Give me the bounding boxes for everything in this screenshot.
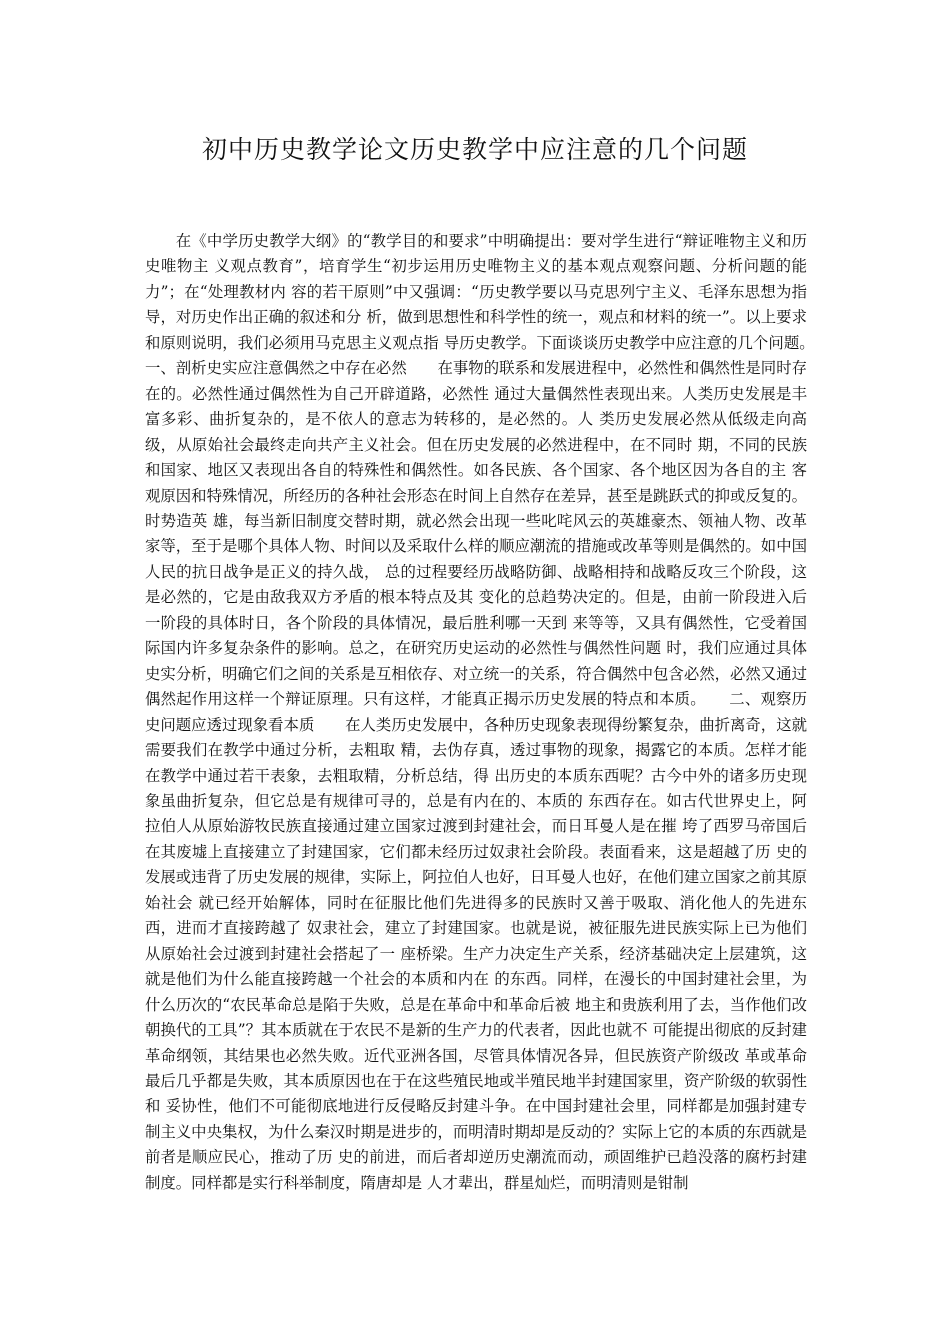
- document-body-paragraph: 在《中学历史教学大纲》的“教学目的和要求”中明确提出：要对学生进行“辩证唯物主义和历史唯物主 义观点教育”，培育学生“初步运用历史唯物主义的基本观点观察问题、分析问题的能力”；在“处理教材内 容的若干原则”中又强调：“历史教学要以马克思列宁主义、毛泽东思想为指导，对历史作出正确的叙述和分 析，做到思想性和科学性的统一，观点和材料的统一”。以上要求和原则说明，我们必须用马克思主义观点指 导历史教学。下面谈谈历史教学中应注意的几个问题。 一、剖析史实应注意偶然之中存在必然 在事物的联系和发展进程中，必然性和偶然性是同时存在的。必然性通过偶然性为自己开辟道路，必然性 通过大量偶然性表现出来。人类历史发展是丰富多彩、曲折复杂的，是不依人的意志为转移的，是必然的。人 类历史发展必然从低级走向高级，从原始社会最终走向共产主义社会。但在历史发展的必然进程中，在不同时 期，不同的民族和国家、地区又表现出各自的特殊性和偶然性。如各民族、各个国家、各个地区因为各自的主 客观原因和特殊情况，所经历的各种社会形态在时间上自然存在差异，甚至是跳跃式的抑或反复的。时势造英 雄，每当新旧制度交替时期，就必然会出现一些叱咤风云的英雄豪杰、领袖人物、改革家等，至于是哪个具体人物、时间以及采取什么样的顺应潮流的措施或改革等则是偶然的。如中国人民的抗日战争是正义的持久战， 总的过程要经历战略防御、战略相持和战略反攻三个阶段，这是必然的，它是由敌我双方矛盾的根本特点及其 变化的总趋势决定的。但是，由前一阶段进入后一阶段的具体时日，各个阶段的具体情况，最后胜利哪一天到 来等等，又具有偶然性，它受着国际国内许多复杂条件的影响。总之，在研究历史运动的必然性与偶然性问题 时，我们应通过具体史实分析，明确它们之间的关系是互相依存、对立统一的关系，符合偶然中包含必然，必然又通过偶然起作用这样一个辩证原理。只有这样，才能真正揭示历史发展的特点和本质。 二、观察历史问题应透过现象看本质 在人类历史发展中，各种历史现象表现得纷繁复杂，曲折离奇，这就需要我们在教学中通过分析，去粗取 精，去伪存真，透过事物的现象，揭露它的本质。怎样才能在教学中通过若干表象，去粗取精，分析总结，得 出历史的本质东西呢？古今中外的诸多历史现象虽曲折复杂，但它总是有规律可寻的，总是有内在的、本质的 东西存在。如古代世界史上，阿拉伯人从原始游牧民族直接通过建立国家过渡到封建社会，而日耳曼人是在摧 垮了西罗马帝国后在其废墟上直接建立了封建国家，它们都未经历过奴隶社会阶段。表面看来，这是超越了历 史的发展或违背了历史发展的规律，实际上，阿拉伯人也好，日耳曼人也好，在他们建立国家之前其原始社会 就已经开始解体，同时在征服比他们先进得多的民族时又善于吸取、消化他人的先进东西，进而才直接跨越了 奴隶社会，建立了封建国家。也就是说，被征服先进民族实际上已为他们从原始社会过渡到封建社会搭起了一 座桥梁。生产力决定生产关系，经济基础决定上层建筑，这就是他们为什么能直接跨越一个社会的本质和内在 的东西。同样，在漫长的中国封建社会里，为什么历次的“农民革命总是陷于失败，总是在革命中和革命后被 地主和贵族利用了去，当作他们改朝换代的工具”？其本质就在于农民不是新的生产力的代表者，因此也就不 可能提出彻底的反封建革命纲领，其结果也必然失败。近代亚洲各国，尽管具体情况各异，但民族资产阶级改 革或革命最后几乎都是失败，其本质原因也在于在这些殖民地或半殖民地半封建国家里，资产阶级的软弱性和 妥协性，他们不可能彻底地进行反侵略反封建斗争。在中国封建社会里，同样都是加强封建专制主义中央集权，为什么秦汉时期是进步的，而明清时期却是反动的？实际上它的本质的东西就是前者是顺应民心，推动了历 史的前进，而后者却逆历史潮流而动，顽固维护已趋没落的腐朽封建制度。同样都是实行科举制度，隋唐却是 人才辈出，群星灿烂，而明清则是钳制: [145, 232, 838, 1192]
- document-title: 初中历史教学论文历史教学中应注意的几个问题: [201, 135, 748, 164]
